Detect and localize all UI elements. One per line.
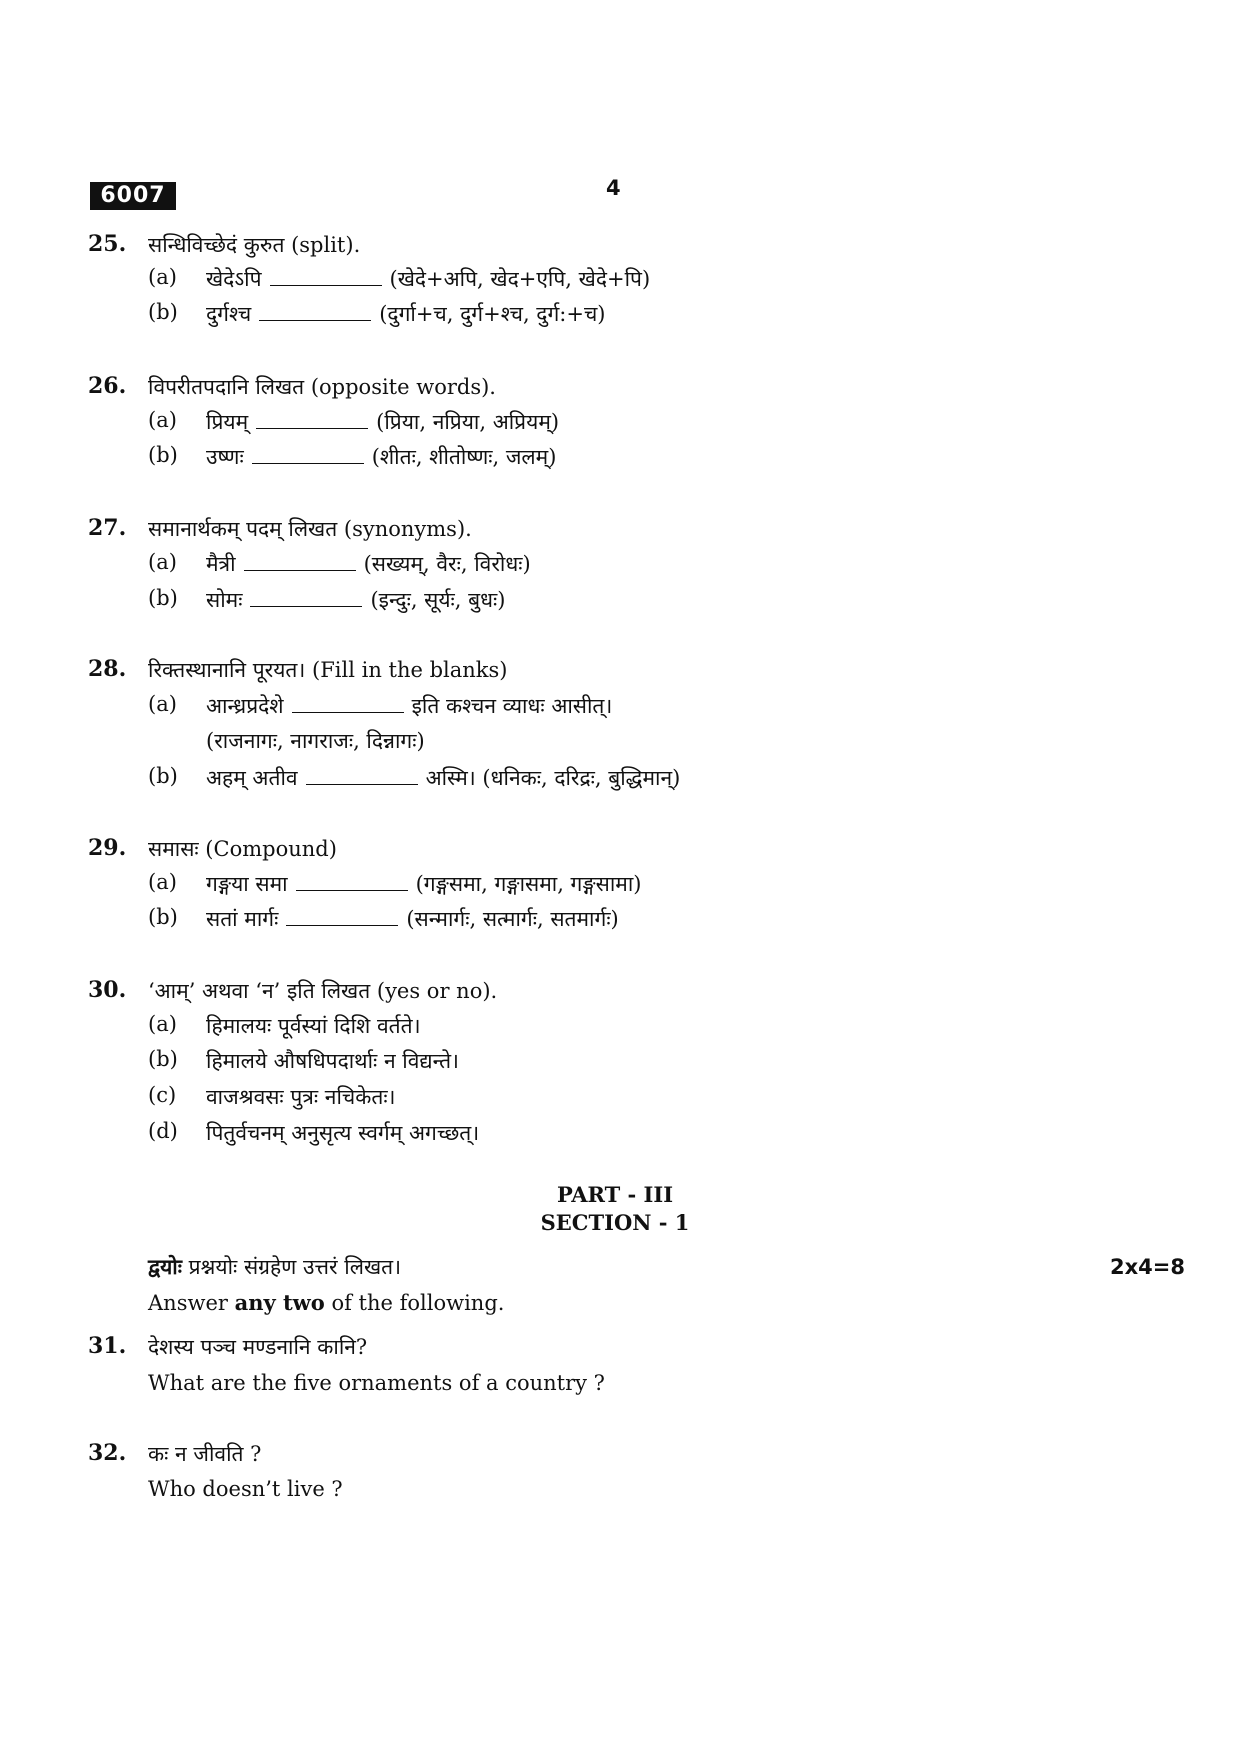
instruction-english: Answer any two of the following.	[148, 1290, 505, 1315]
option-text: अहम् अतीव अस्मि। (धनिकः, दरिद्रः, बुद्धिमान्)	[206, 766, 681, 790]
question-number: 30.	[88, 977, 127, 1003]
option-text: गङ्गया समा (गङ्गसमा, गङ्गासमा, गङ्गसामा)	[206, 872, 642, 896]
option-label: (b)	[148, 586, 178, 610]
question-text: रिक्तस्थानानि पूरयत। (Fill in the blanks)	[148, 658, 508, 682]
answer-blank	[306, 766, 418, 785]
question-text: समासः (Compound)	[148, 837, 337, 861]
option-label: (a)	[148, 870, 177, 894]
answer-blank	[296, 872, 408, 891]
answer-blank	[270, 267, 382, 286]
question-text-sanskrit: देशस्य पञ्च मण्डनानि कानि?	[148, 1335, 368, 1359]
option-label: (b)	[148, 300, 178, 324]
question-text: समानार्थकम् पदम् लिखत (synonyms).	[148, 517, 472, 541]
option-label: (b)	[148, 764, 178, 788]
question-number: 31.	[88, 1333, 127, 1359]
question-number: 27.	[88, 515, 127, 541]
option-choices: (राजनागः, नागराजः, दिन्नागः)	[206, 729, 425, 753]
option-text: हिमालयः पूर्वस्यां दिशि वर्तते।	[206, 1014, 421, 1038]
option-label: (a)	[148, 408, 177, 432]
option-text: पितुर्वचनम् अनुसृत्य स्वर्गम् अगच्छत्।	[206, 1121, 480, 1145]
option-label: (a)	[148, 550, 177, 574]
answer-blank	[252, 445, 364, 464]
question-number: 32.	[88, 1440, 127, 1466]
option-text: दुर्गश्च (दुर्गा+च, दुर्ग+श्च, दुर्ग:+च)	[206, 302, 606, 326]
option-text: उष्णः (शीतः, शीतोष्णः, जलम्)	[206, 445, 557, 469]
section-title: SECTION - 1	[540, 1210, 690, 1235]
answer-blank	[292, 694, 404, 713]
instruction-sanskrit: द्वयोः प्रश्नयोः संग्रहेण उत्तरं लिखत।	[148, 1254, 402, 1279]
question-number: 25.	[88, 231, 127, 257]
question-text: विपरीतपदानि लिखत (opposite words).	[148, 375, 496, 399]
option-text: हिमालये औषधिपदार्थाः न विद्यन्ते।	[206, 1049, 460, 1073]
option-text: खेदेऽपि (खेदे+अपि, खेद+एपि, खेदे+पि)	[206, 267, 651, 291]
option-label: (b)	[148, 1047, 178, 1071]
option-text: सतां मार्गः (सन्मार्गः, सत्मार्गः, सतमार्गः)	[206, 907, 619, 931]
question-number: 29.	[88, 835, 127, 861]
paper-code: 6007	[90, 182, 176, 210]
question-number: 26.	[88, 373, 127, 399]
option-text: सोमः (इन्दुः, सूर्यः, बुधः)	[206, 588, 506, 612]
question-text-sanskrit: कः न जीवति ?	[148, 1442, 262, 1466]
option-label: (a)	[148, 265, 177, 289]
option-label: (c)	[148, 1083, 177, 1107]
question-text: सन्धिविच्छेदं कुरुत (split).	[148, 233, 361, 257]
option-label: (b)	[148, 905, 178, 929]
option-label: (a)	[148, 1012, 177, 1036]
option-text: आन्ध्रप्रदेशे इति कश्चन व्याधः आसीत्।	[206, 694, 613, 718]
option-label: (b)	[148, 443, 178, 467]
option-text: वाजश्रवसः पुत्रः नचिकेतः।	[206, 1085, 396, 1109]
option-label: (d)	[148, 1119, 178, 1143]
answer-blank	[244, 552, 356, 571]
option-text: मैत्री (सख्यम्, वैरः, विरोधः)	[206, 552, 531, 576]
page-number: 4	[606, 176, 621, 200]
question-text-english: Who doesn’t live ?	[148, 1477, 343, 1501]
option-text: प्रियम् (प्रिया, नप्रिया, अप्रियम्)	[206, 410, 560, 434]
question-text-english: What are the five ornaments of a country ?	[148, 1371, 605, 1395]
question-number: 28.	[88, 656, 127, 682]
answer-blank	[256, 410, 368, 429]
answer-blank	[250, 588, 362, 607]
marks-allocation: 2x4=8	[1110, 1255, 1185, 1279]
part-title: PART - III	[556, 1182, 674, 1207]
question-text: ‘आम्’ अथवा ‘न’ इति लिखत (yes or no).	[148, 979, 498, 1003]
answer-blank	[286, 907, 398, 926]
answer-blank	[259, 302, 371, 321]
option-label: (a)	[148, 692, 177, 716]
